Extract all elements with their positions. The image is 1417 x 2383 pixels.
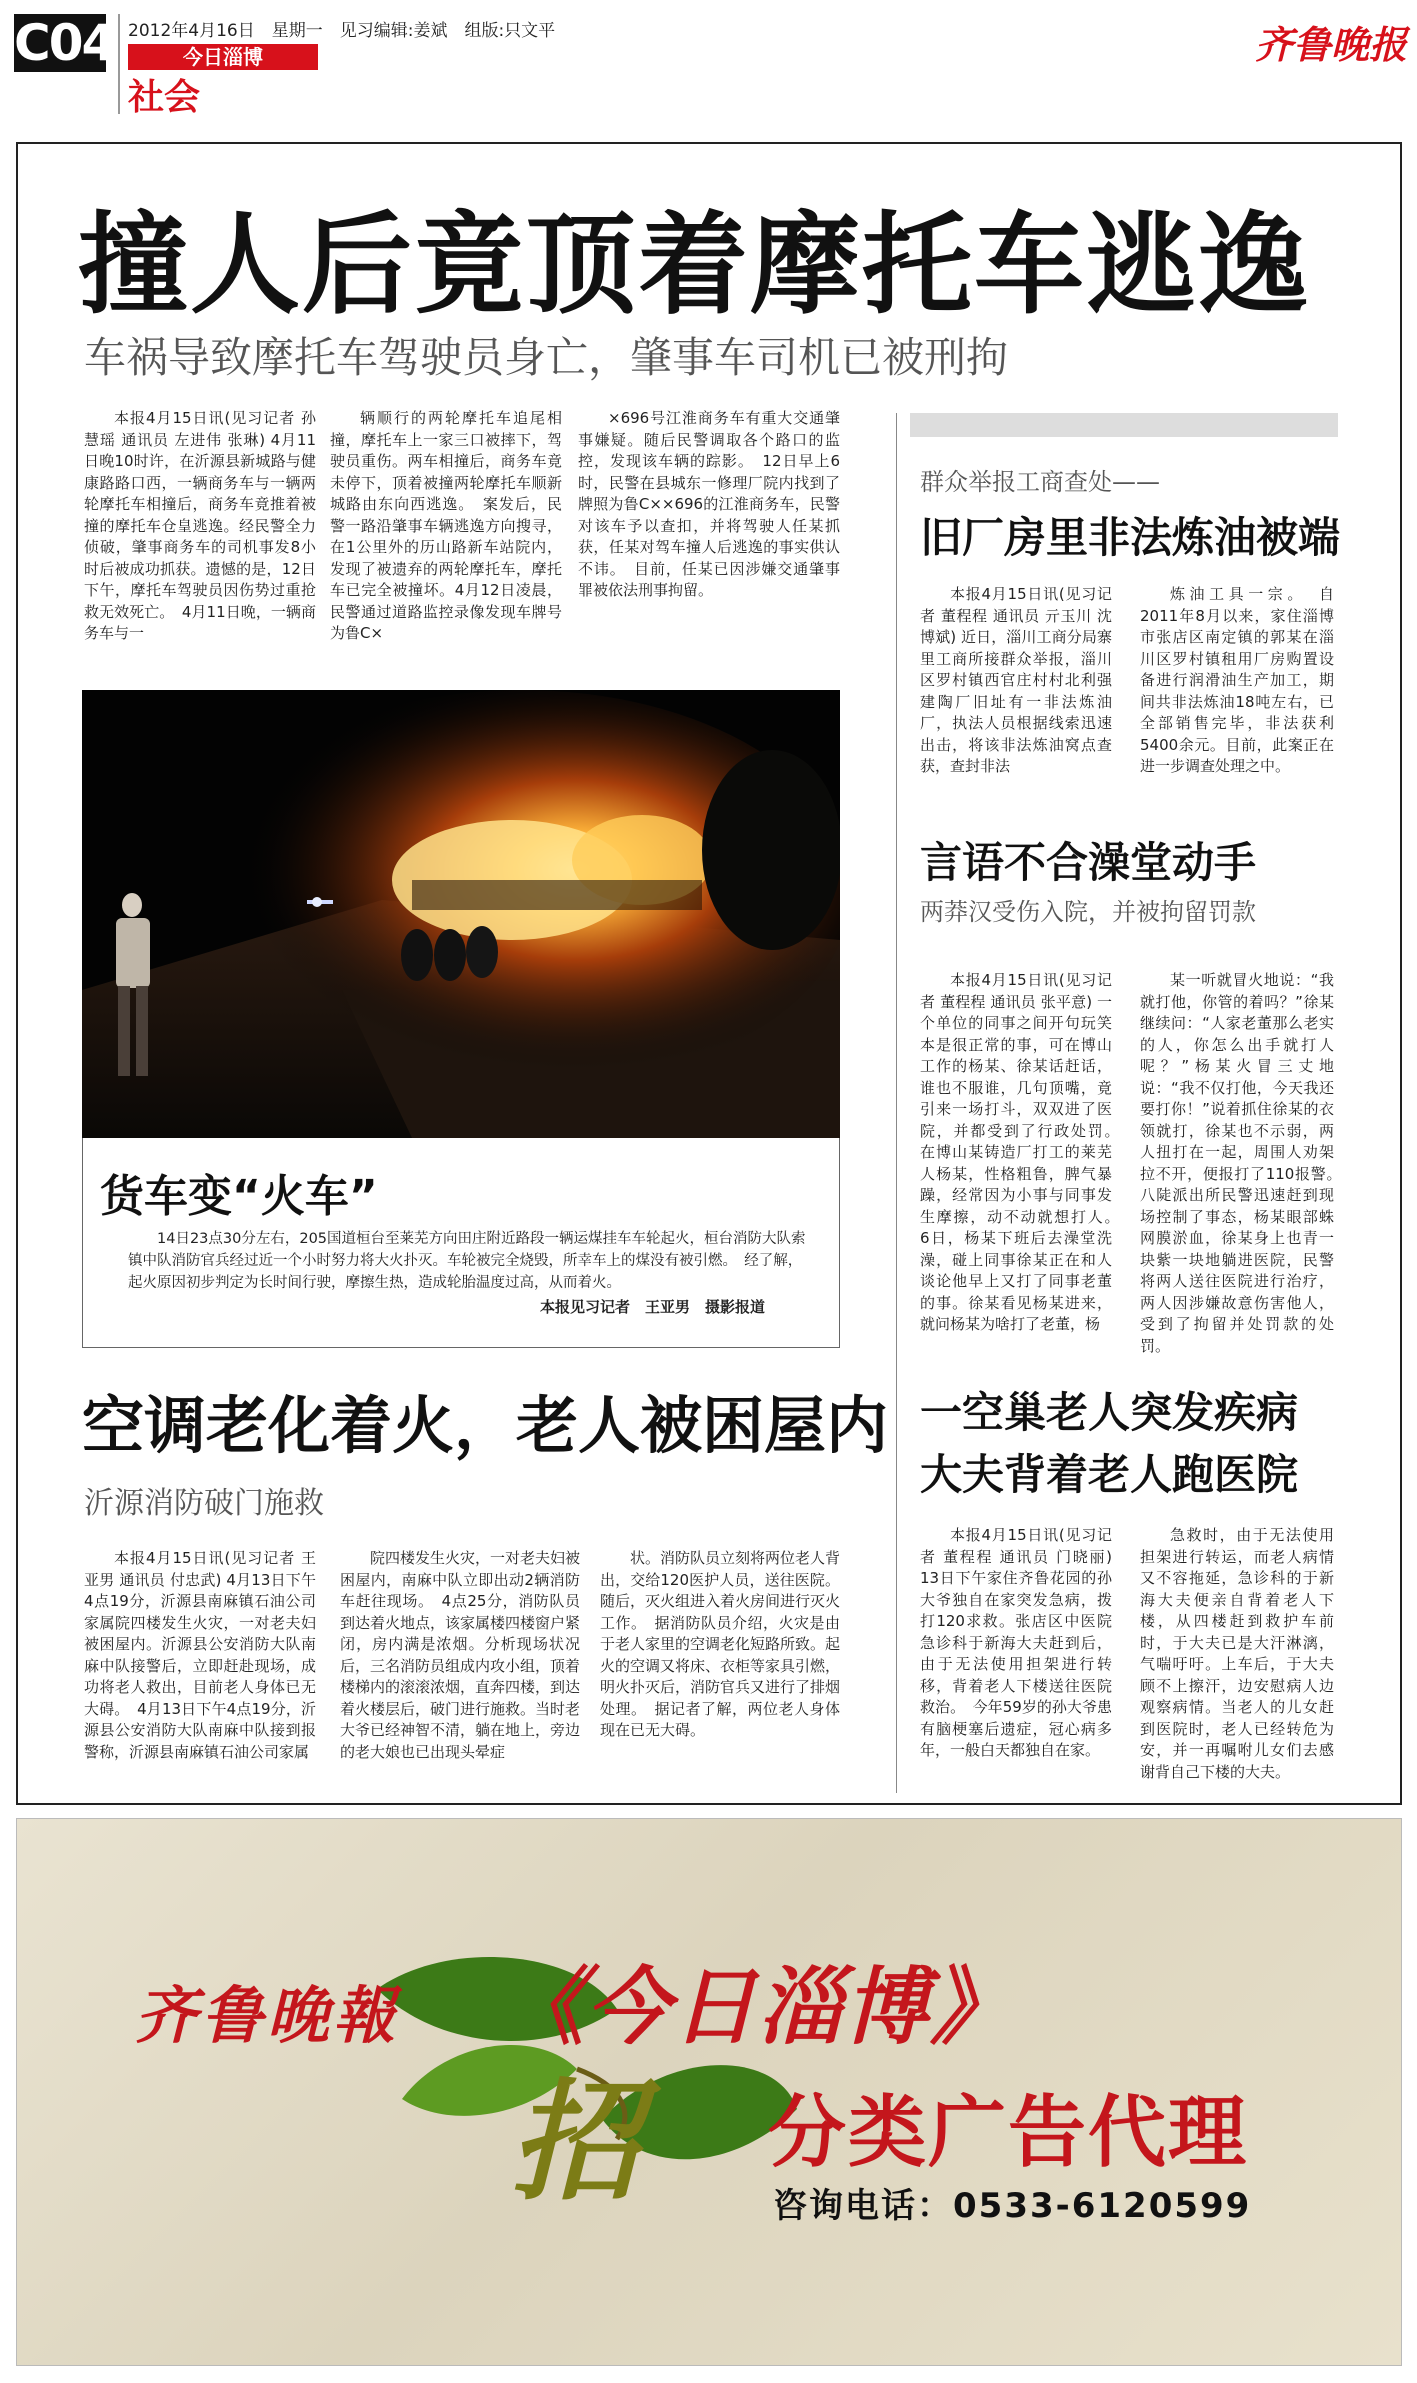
right3-col-2: 急救时，由于无法使用担架进行转运，而老人病情又不容拖延，急诊科的于新海大夫便亲自背着老人下楼，从四楼赶到救护车前时，于大夫已是大汗淋漓，气喘吁吁。上车后，于大夫顾不上擦汗，边安慰病人边观察病情。当老人的儿女赶到医院时，老人已经转危为安，并一再嘱咐儿女们去感谢背自己下楼的大夫。 [1140,1526,1334,1781]
paper-logo: 齐鲁晚报 [1254,22,1407,67]
story2-col-3: 状。消防队员立刻将两位老人背出，交给120医护人员，送往医院。随后，灭火组进入着火房间进行灭火工作。 据消防队员介绍，火灾是由于老人家里的空调老化短路所致。起火的空调又将床、衣柜等家具引燃，明火扑灭后，消防官兵又进行了排烟处理。 据记者了解，两位老人身体现在已无大碍。 [600,1549,841,1739]
right2-col-2: 某一听就冒火地说：“我就打他，你管的着吗？”徐某继续问：“人家老董那么老实的人，你怎么出手就打人呢？”杨某火冒三丈地说：“我不仅打他，今天我还要打你！”说着抓住徐某的衣领就打，徐某也不示弱，两人扭打在一起，周围人劝架拉不开，便报打了110报警。 八陡派出所民警迅速赶到现场控制了事态，杨某眼部蛛网膜淤血，徐某身上也青一块紫一块地躺进医院，民警将两人送往医院进行治疗，两人因涉嫌故意伤害他人，受到了拘留并处罚款的处罚。 [1140,971,1350,1355]
right2-title: 言语不合澡堂动手 [920,838,1257,887]
ad-subtitle: 分类广告代理 [768,2088,1249,2178]
main-subhead: 车祸导致摩托车驾驶员身亡，肇事车司机已被刑拘 [84,333,1009,382]
truck-fire-photo [82,690,840,1138]
right1-title: 旧厂房里非法炼油被端 [920,513,1341,562]
right2-col-1: 本报4月15日讯(见习记者 董程程 通讯员 张平意) 一个单位的同事之间开句玩笑本是很正常的事，可在博山工作的杨某、徐某话赶话，谁也不服谁，几句顶嘴，竟引来一场打斗，双双进了医院，并都受到了行政处罚。 在博山某铸造厂打工的莱芜人杨某，性格粗鲁，脾气暴躁，经常因为小事与同事发生摩擦，动不动就想打人。 6日，杨某下班后去澡堂洗澡，碰上同事徐某正在和人谈论他早上又打了同事老董的事。徐某看见杨某进来，就问杨某为啥打了老董，杨 [920,971,1128,1333]
right1-col-2: 炼油工具一宗。 自2011年8月以来，家住淄博市张店区南定镇的郭某在淄川区罗村镇租用厂房购置设备进行润滑油生产加工，期间共非法炼油18吨左右，已全部销售完毕，非法获利5400余元。目前，此案正在进一步调查处理之中。 [1140,585,1334,775]
ad-recruit-glyph: 招 [510,2065,641,2218]
ad-title: 《今日淄博》 [500,1957,1017,2056]
fire-scene-illustration [82,690,840,1138]
main-story-col-1: 本报4月15日讯(见习记者 孙慧瑶 通讯员 左进伟 张琳) 4月11日晚10时许，在沂源县新城路与健康路路口西，一辆商务车与一辆两轮摩托车相撞后，商务车竟推着被撞的摩托车仓皇逃逸。经民警全力侦破，肇事商务车的司机事发8小时后被成功抓获。遗憾的是，12日下午，摩托车驾驶员因伤势过重抢救无效死亡。 4月11日晚，一辆商务车与一 [84,409,316,642]
main-story-col-3: ×696号江淮商务车有重大交通肇事嫌疑。随后民警调取各个路口的监控，发现该车辆的踪影。 12日早上6时，民警在县城东一修理厂院内找到了牌照为鲁C××696的江淮商务车，民警对该车予以查扣，并将驾驶人任某抓获，任某对驾车撞人后逃逸的事实供认不讳。 目前，任某已因涉嫌交通肇事罪被依法刑事拘留。 [578,409,840,599]
main-headline: 撞人后竟顶着摩托车逃逸 [78,201,1310,329]
story2-col-2: 院四楼发生火灾，一对老夫妇被困屋内，南麻中队立即出动2辆消防车赶往现场。 4点25分，消防队员到达着火地点，该家属楼四楼窗户紧闭，房内满是浓烟。分析现场状况后，三名消防员组成内攻小组，顶着楼梯内的滚滚浓烟，直奔四楼，到达着火楼层后，破门进行施救。当时老大爷已经神智不清，躺在地上，旁边的老大娘也已出现头晕症 [340,1549,581,1761]
section-name: 社会 [128,77,201,118]
photo-credit: 本报见习记者 王亚男 摄影报道 [540,1298,766,1316]
right2-subtitle: 两莽汉受伤入院，并被拘留罚款 [920,898,1256,926]
column-divider [896,413,897,1793]
right3-title-line1: 一空巢老人突发疾病 [920,1388,1299,1437]
story2-col-1: 本报4月15日讯(见习记者 王亚男 通讯员 付忠武) 4月13日下午4点19分，沂源县南麻镇石油公司家属院四楼发生火灾，一对老夫妇被困屋内。沂源县公安消防大队南麻中队接警后，立即赶赴现场，成功将老人救出，目前老人身体已无大碍。 4月13日下午4点19分，沂源县公安消防大队南麻中队接到报警称，沂源县南麻镇石油公司家属 [84,1549,316,1761]
main-story-col-2: 辆顺行的两轮摩托车追尾相撞，摩托车上一家三口被摔下，驾驶员重伤。两车相撞后，商务车竟未停下，顶着被撞两轮摩托车顺新城路由东向西逃逸。 案发后，民警一路沿肇事车辆逃逸方向搜寻，在1公里外的历山路新车站院内，发现了被遗弃的两轮摩托车，摩托车已完全被撞坏。4月12日凌晨，民警通过道路监控录像发现车牌号为鲁C× [330,409,562,642]
section-tag: 今日淄博 [128,44,318,70]
ad-phone: 咨询电话：0533-6120599 [773,2186,1252,2226]
photo-caption-text: 14日23点30分左右，205国道桓台至莱芜方向田庄附近路段一辆运煤挂车车轮起火，桓台消防大队索镇中队消防官兵经过近一个小时努力将大火扑灭。车轮被完全烧毁，所幸车上的煤没有被引燃。 经了解，起火原因初步判定为长时间行驶，摩擦生热，造成轮胎温度过高，从而着火。 [128,1231,806,1291]
right-column-bar [910,413,1338,437]
right3-title-line2: 大夫背着老人跑医院 [920,1450,1299,1499]
ad-paper-logo: 齐鲁晚報 [135,1979,400,2052]
right1-col-1: 本报4月15日讯(见习记者 董程程 通讯员 亓玉川 沈博斌) 近日，淄川工商分局寨里工商所接群众举报，淄川区罗村镇西官庄村村北利强建陶厂旧址有一非法炼油厂，执法人员根据线索迅速出击，将该非法炼油窝点查获，查封非法 [920,585,1112,775]
right1-kicker: 群众举报工商查处—— [920,468,1160,496]
photo-caption-title: 货车变“火车” [100,1171,378,1222]
page-number: C04 [14,14,115,72]
header-meta: 2012年4月16日 星期一 见习编辑:姜斌 组版:只文平 [128,21,556,41]
story2-title: 空调老化着火，老人被困屋内 [82,1389,889,1462]
story2-subtitle: 沂源消防破门施救 [84,1486,324,1521]
header-divider [118,14,120,114]
right3-col-1: 本报4月15日讯(见习记者 董程程 通讯员 门晓丽) 13日下午家住齐鲁花园的孙大爷独自在家突发急病，拨打120求救。张店区中医院急诊科于新海大夫赶到后，由于无法使用担架进行转移，背着老人下楼送往医院救治。 今年59岁的孙大爷患有脑梗塞后遗症，冠心病多年，一般白天都独自在家。 [920,1526,1112,1759]
